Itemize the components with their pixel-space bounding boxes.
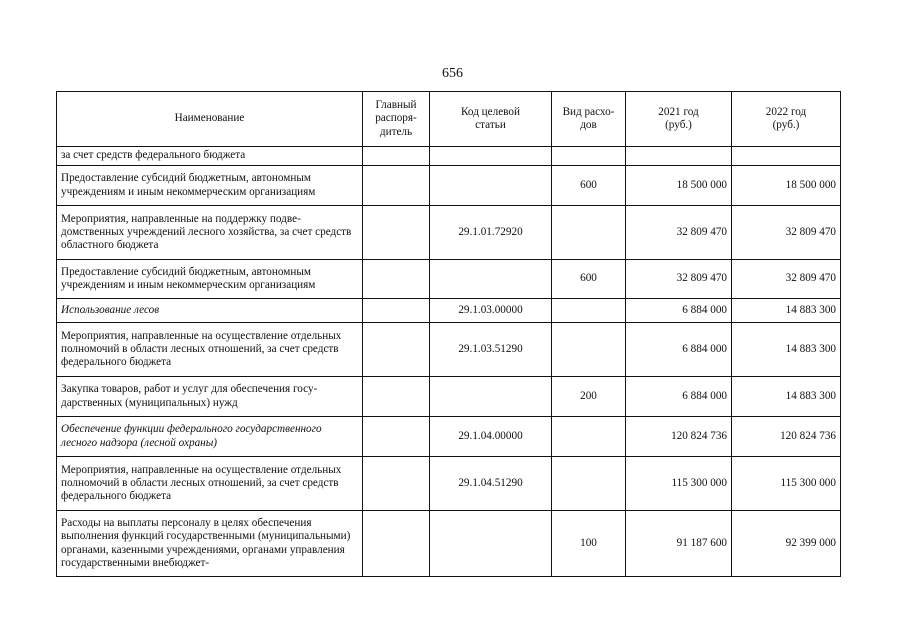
row-kind [552, 206, 626, 260]
row-kind [552, 323, 626, 377]
row-2021: 18 500 000 [626, 166, 732, 206]
row-manager [363, 377, 430, 417]
table-header-row [57, 92, 841, 147]
row-2022: 14 883 300 [732, 377, 841, 417]
row-2022 [732, 147, 841, 166]
table-row [57, 147, 841, 166]
row-kind [552, 417, 626, 457]
row-code [430, 511, 552, 577]
row-kind: 200 [552, 377, 626, 417]
row-2021 [626, 147, 732, 166]
table-row [57, 377, 841, 417]
row-code [430, 260, 552, 299]
header-kind: Вид расхо- дов [552, 92, 626, 147]
row-kind: 100 [552, 511, 626, 577]
row-2021: 32 809 470 [626, 206, 732, 260]
row-2022: 14 883 300 [732, 299, 841, 323]
page-number: 656 [442, 66, 463, 81]
row-name: Использование лесов [57, 299, 363, 323]
row-manager [363, 511, 430, 577]
row-2022: 92 399 000 [732, 511, 841, 577]
table-row [57, 206, 841, 260]
row-name: Закупка товаров, работ и услуг для обеспечения государственных (муниципальных) нужд [57, 377, 363, 417]
row-name: Мероприятия, направленные на осуществление отдельных полномочий в области лесных отношений, за счет средств федерального бюджета [57, 457, 363, 511]
row-2022: 18 500 000 [732, 166, 841, 206]
row-name: Обеспечение функции федерального государственного лесного надзора (лесной охраны) [57, 417, 363, 457]
row-name: Мероприятия, направленные на осуществление отдельных полномочий в области лесных отношений, за счет средств федерального бюджета [57, 323, 363, 377]
row-2021: 32 809 470 [626, 260, 732, 299]
row-code: 29.1.01.72920 [430, 206, 552, 260]
table-row [57, 260, 841, 299]
table-row [57, 323, 841, 377]
header-2022: 2022 год (руб.) [732, 92, 841, 147]
row-code [430, 377, 552, 417]
row-2022: 32 809 470 [732, 260, 841, 299]
header-2021: 2021 год (руб.) [626, 92, 732, 147]
row-code: 29.1.03.00000 [430, 299, 552, 323]
row-code: 29.1.04.00000 [430, 417, 552, 457]
row-code: 29.1.04.51290 [430, 457, 552, 511]
row-2021: 6 884 000 [626, 299, 732, 323]
row-2022: 14 883 300 [732, 323, 841, 377]
row-manager [363, 299, 430, 323]
row-2022: 115 300 000 [732, 457, 841, 511]
row-2021: 120 824 736 [626, 417, 732, 457]
row-name: Мероприятия, направленные на поддержку подведомственных учреждений лесного хозяйства, за счет средств областного бюджета [57, 206, 363, 260]
row-name: Предоставление субсидий бюджетным, автономным учреждениям и иным некоммерческим организациям [57, 166, 363, 206]
row-2021: 115 300 000 [626, 457, 732, 511]
row-name: Расходы на выплаты персоналу в целях обеспечения выполнения функций государственными (муниципальными) органами, казенными учреждениями, органами управления государственными внебюджет- [57, 511, 363, 577]
header-name: Наименование [57, 92, 363, 147]
row-name: за счет средств федерального бюджета [57, 147, 363, 166]
row-kind [552, 457, 626, 511]
row-manager [363, 457, 430, 511]
table-row [57, 417, 841, 457]
row-name: Предоставление субсидий бюджетным, автономным учреждениям и иным некоммерческим организациям [57, 260, 363, 299]
row-manager [363, 147, 430, 166]
row-2022: 120 824 736 [732, 417, 841, 457]
table-row [57, 166, 841, 206]
row-2021: 6 884 000 [626, 323, 732, 377]
row-manager [363, 417, 430, 457]
table-row [57, 511, 841, 577]
row-kind [552, 147, 626, 166]
row-2021: 6 884 000 [626, 377, 732, 417]
row-kind: 600 [552, 166, 626, 206]
row-code [430, 166, 552, 206]
row-code: 29.1.03.51290 [430, 323, 552, 377]
row-manager [363, 260, 430, 299]
row-manager [363, 166, 430, 206]
header-code: Код целевой статьи [430, 92, 552, 147]
table-row [57, 457, 841, 511]
table-row [57, 299, 841, 323]
row-code [430, 147, 552, 166]
row-2021: 91 187 600 [626, 511, 732, 577]
row-kind [552, 299, 626, 323]
row-kind: 600 [552, 260, 626, 299]
header-manager: Главный распоря- дитель [363, 92, 430, 147]
budget-table [56, 91, 841, 577]
row-2022: 32 809 470 [732, 206, 841, 260]
row-manager [363, 323, 430, 377]
row-manager [363, 206, 430, 260]
